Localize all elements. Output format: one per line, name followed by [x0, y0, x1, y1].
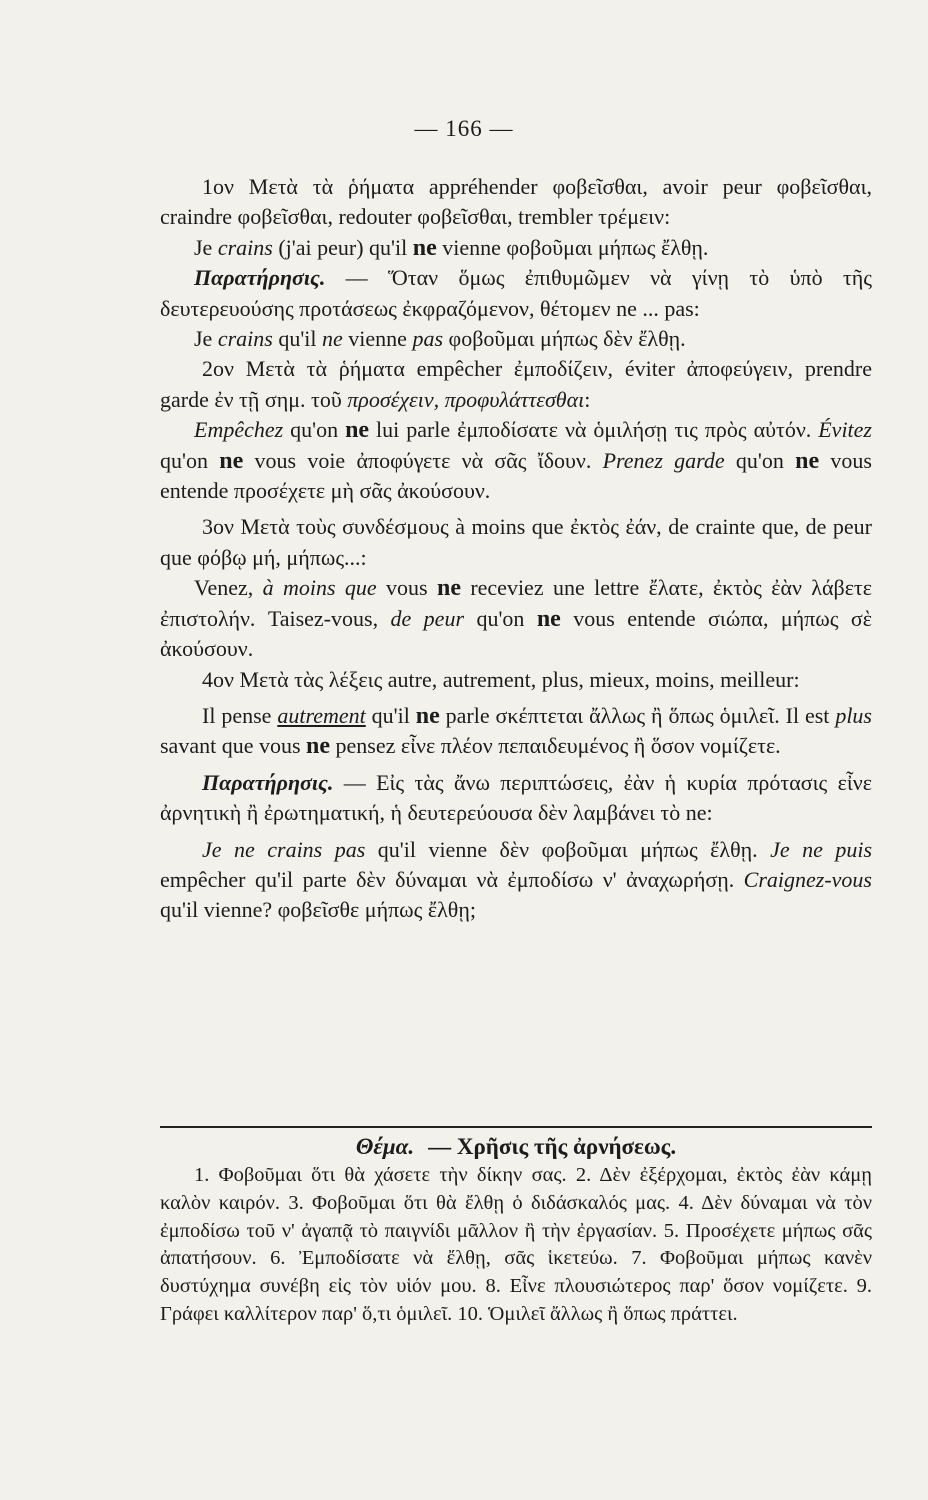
rule-4-intro: 4ον Μετὰ τὰς λέξεις autre, autrement, plus, mieux, moins, meilleur: — [202, 666, 800, 692]
rule-2-intro: 2ον Μετὰ τὰ ῥήματα empêcher ἐμποδίζειν, éviter ἀποφεύγειν, prendre garde ἐν τῇ σημ. τοῦ προσέχειν, προφυλάττεσθαι: — [160, 356, 872, 412]
exercise-text: 1. Φοβοῦμαι ὅτι θὰ χάσετε τὴν δίκην σας. 2. Δὲν ἐξέρχομαι, ἐκτὸς ἐὰν κάμῃ καλὸν καιρόν. 3. Φοβοῦμαι ὅτι θὰ ἔλθῃ ὁ διδάσκαλός μας. 4. Δὲν δύναμαι νὰ τὸν ἐμποδίσω τοῦ ν' ἀγαπᾷ τὸ παιγνίδι μᾶλλον ἢ τὴν ἐργασίαν. 5. Προσέχετε μήπως σᾶς ἀπατήσουν. 6. Ἐμποδίσατε νὰ ἔλθῃ, σᾶς ἱκετεύω. 7. Φοβοῦμαι μήπως κανὲν δυστύχημα συνέβη εἰς τὸν υἱόν μου. 8. Εἶνε πλουσιώτερος παρ' ὅσον νομίζετε. 9. Γράφει καλλίτερον παρ' ὅ,τι ὁμιλεῖ. 10. Ὁμιλεῖ ἄλλως ἢ ὅπως πράττει. — [160, 1164, 872, 1325]
section-divider — [160, 1126, 872, 1128]
rule-1-example: Je crains (j'ai peur) qu'il ne vienne φοβοῦμαι μήπως ἔλθῃ. — [194, 234, 709, 261]
page-body — [160, 172, 872, 926]
page-number: — 166 — — [414, 116, 514, 141]
remark-1: Παρατήρησις. — Ὅταν ὅμως ἐπιθυμῶμεν νὰ γίνῃ τὸ ὑπὸ τῆς δευτερευούσης προτάσεως ἐκφραζόμενον, θέτομεν ne ... pas: — [160, 265, 872, 321]
exercise-title: Θέμα. — Χρῆσις τῆς ἀρνήσεως. — [355, 1134, 677, 1159]
remark-1-example: Je crains qu'il ne vienne pas φοβοῦμαι μήπως δὲν ἔλθῃ. — [194, 326, 686, 352]
rule-4-examples: Il pense autrement qu'il ne parle σκέπτεται ἄλλως ἢ ὅπως ὁμιλεῖ. Il est plus savant que vous ne pensez εἶνε πλέον πεπαιδευμένος ἢ ὅσον νομίζετε. — [160, 702, 872, 760]
remark-2-examples: Je ne crains pas qu'il vienne δὲν φοβοῦμαι μήπως ἔλθῃ. Je ne puis empêcher qu'il parte δὲν δύναμαι νὰ ἐμποδίσω ν' ἀναχωρήσῃ. Craignez-vous qu'il vienne? φοβεῖσθε μήπως ἔλθῃ; — [160, 836, 873, 923]
rule-2-examples: Empêchez qu'on ne lui parle ἐμποδίσατε νὰ ὁμιλήσῃ τις πρὸς αὐτόν. Évitez qu'on ne vous voie ἀποφύγετε νὰ σᾶς ἴδουν. Prenez garde qu'on ne vous entende προσέχετε μὴ σᾶς ἀκούσουν. — [160, 417, 872, 504]
rule-3-intro: 3ον Μετὰ τοὺς συνδέσμους à moins que ἐκτὸς ἐάν, de crainte que, de peur que φόβῳ μή, μήπως...: — [160, 514, 872, 570]
rule-1-intro: 1ον Μετὰ τὰ ῥήματα appréhender φοβεῖσθαι, avoir peur φοβεῖσθαι, craindre φοβεῖσθαι, redouter φοβεῖσθαι, trembler τρέμειν: — [160, 174, 872, 230]
rule-3-examples: Venez, à moins que vous ne receviez une lettre ἔλατε, ἐκτὸς ἐὰν λάβετε ἐπιστολήν. Taisez-vous, de peur qu'on ne vous entende σιώπα, μήπως σὲ ἀκούσουν. — [160, 575, 873, 662]
remark-2: Παρατήρησις. — Εἰς τὰς ἄνω περιπτώσεις, ἐὰν ἡ κυρία πρότασις εἶνε ἀρνητικὴ ἢ ἐρωτηματική, ἡ δευτερεύουσα δὲν λαμβάνει τὸ ne: — [160, 769, 872, 826]
